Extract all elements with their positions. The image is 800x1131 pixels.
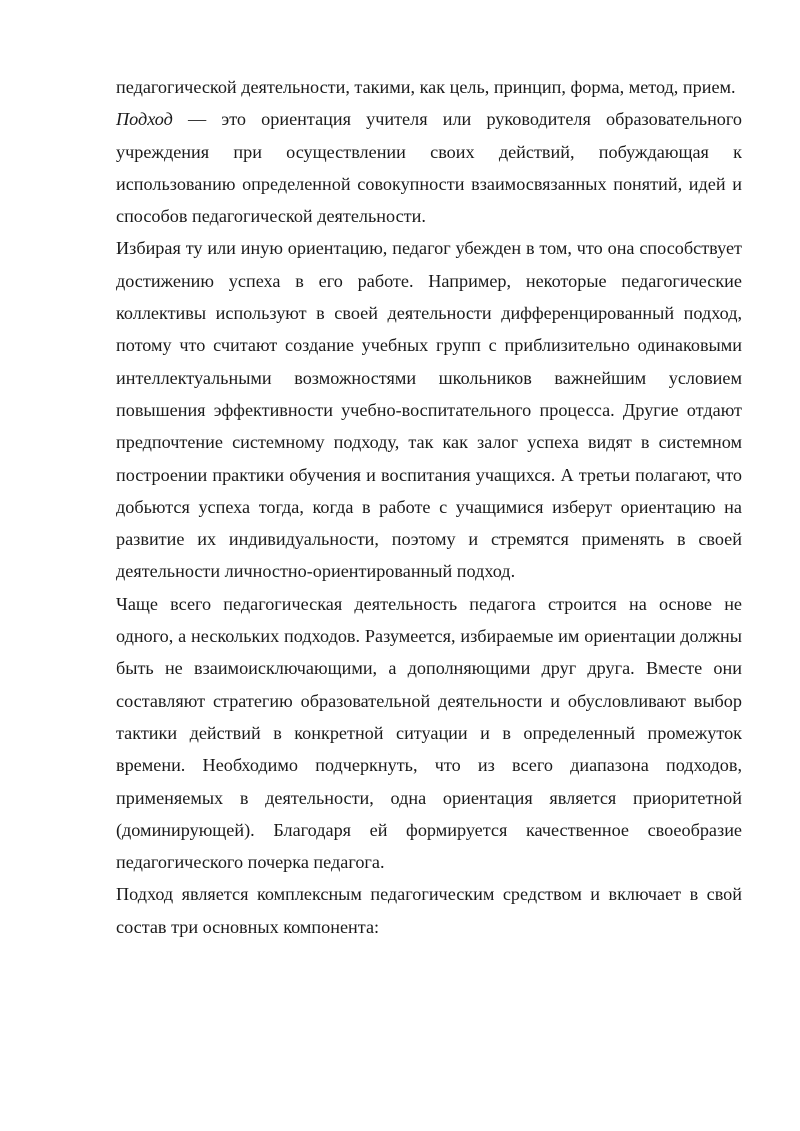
paragraph-multiple-approaches: Чаще всего педагогическая деятельность педагога строится на основе не одного, а нескольких подходов. Разумеется, избираемые им ориентации должны быть не взаимоисключающими, а дополняющими друг друга. Вместе они составляют стратегию образовательной деятельности и обусловливают выбор тактики действий в конкретной ситуации и в определенный промежуток времени. Необходимо подчеркнуть, что из всего диапазона подходов, применяемых в деятельности, одна ориентация является приоритетной (доминирующей). Благодаря ей формируется качественное своеобразие педагогического почерка педагога. <box>116 593 742 873</box>
document-page <box>116 71 742 943</box>
paragraph-definition <box>116 103 742 232</box>
definition-text: — это ориентация учителя или руководителя образовательного учреждения при осуществлении своих действий, побуждающая к использованию определенной совокупности взаимосвязанных понятий, идей и способов педагогической деятельности. <box>116 109 742 227</box>
defined-term: Подход <box>116 109 173 130</box>
paragraph-examples: Избирая ту или иную ориентацию, педагог убежден в том, что она способствует достижению успеха в его работе. Например, некоторые педагогические коллективы используют в своей деятельности дифференцированный подход, потому что считают создание учебных групп с приблизительно одинаковыми интеллектуальными возможностями школьников важнейшим условием повышения эффективности учебно-воспитательного процесса. Другие отдают предпочтение системному подходу, так как залог успеха видят в системном построении практики обучения и воспитания учащихся. А третьи полагают, что добьются успеха тогда, когда в работе с учащимися изберут ориентацию на развитие их индивидуальности, поэтому и стремятся применять в своей деятельности личностно-ориентированный подход. <box>116 238 742 582</box>
paragraph-components: Подход является комплексным педагогическим средством и включает в свой состав три основных компонента: <box>116 884 742 937</box>
paragraph-continuation: педагогической деятельности, такими, как цель, принцип, форма, метод, прием. <box>116 77 736 97</box>
